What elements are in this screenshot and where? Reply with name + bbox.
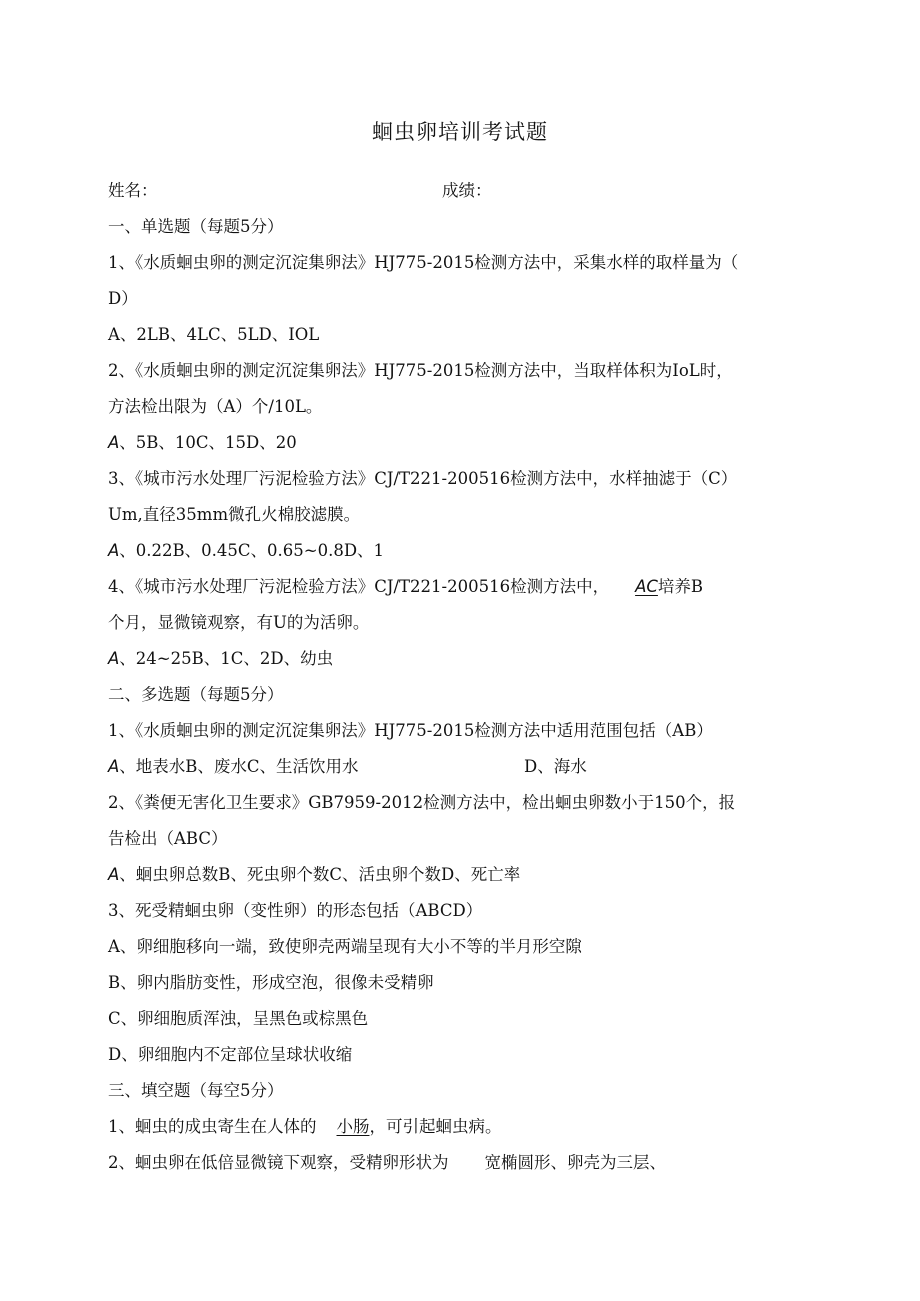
question-1-2-text-cont: 方法检出限为（A）个/10L。 — [108, 397, 323, 416]
question-text: 2、蛔虫卵在低倍显微镜下观察，受精卵形状为 — [108, 1153, 449, 1172]
question-2-2-options — [108, 864, 520, 886]
question-2-1-text: 1、《水质蛔虫卵的测定沉淀集卵法》HJ775-2015检测方法中适用范围包括（AB） — [108, 721, 713, 740]
section-heading-multiple-choice: 二、多选题（每题5分） — [108, 685, 284, 704]
question-1-4-text — [108, 576, 703, 598]
question-2-2-text: 2、《粪便无害化卫生要求》GB7959-2012检测方法中，检出蛔虫卵数小于150个，报 — [108, 793, 736, 812]
option-letter: A — [108, 757, 120, 776]
question-1-3-text: 3、《城市污水处理厂污泥检验方法》CJ/T221-200516检测方法中，水样抽滤于（C） — [108, 469, 738, 488]
score-field — [442, 180, 492, 202]
question-1-4-options — [108, 648, 333, 670]
options-text: 、蛔虫卵总数B、死虫卵个数C、活虫卵个数D、死亡率 — [119, 865, 521, 884]
question-1-1-options: A、2LB、4LC、5LD、IOL — [108, 325, 320, 344]
question-2-3-option-d: D、卵细胞内不定部位呈球状收缩 — [108, 1045, 353, 1064]
page-title: 蛔虫卵培训考试题 — [372, 120, 548, 144]
section-heading-fill-blank: 三、填空题（每空5分） — [108, 1081, 284, 1100]
question-3-1-text — [108, 1116, 502, 1138]
question-1-2-options — [108, 432, 297, 454]
question-text: 1、蛔虫的成虫寄生在人体的 — [108, 1117, 317, 1136]
options-text: 、24~25B、1C、2D、幼虫 — [119, 649, 334, 668]
option-letter: A — [108, 865, 120, 884]
question-1-3-options — [108, 540, 384, 562]
question-1-3-text-cont: Um,直径35mm微孔火棉胶滤膜。 — [108, 505, 361, 524]
filled-answer: AC — [635, 577, 658, 596]
question-2-3-text: 3、死受精蛔虫卵（变性卵）的形态包括（ABCD） — [108, 901, 483, 920]
options-text: 、地表水B、废水C、生活饮用水 — [119, 757, 359, 776]
question-3-2-text — [108, 1152, 666, 1174]
question-text-post: ，可引起蛔虫病。 — [369, 1117, 502, 1136]
question-1-2-text: 2、《水质蛔虫卵的测定沉淀集卵法》HJ775-2015检测方法中，当取样体积为IoL时， — [108, 361, 733, 380]
question-2-2-text-cont: 告检出（ABC） — [108, 829, 228, 848]
option-letter: A — [108, 433, 120, 452]
option-letter: A — [108, 649, 120, 668]
question-text: 4、《城市污水处理厂污泥检验方法》CJ/T221-200516检测方法中， — [108, 577, 610, 596]
question-1-1-answer: D） — [108, 289, 138, 308]
question-text-post: 培养B — [657, 577, 704, 596]
option-letter: A — [108, 541, 120, 560]
question-2-3-option-c: C、卵细胞质浑浊，呈黑色或棕黑色 — [108, 1009, 369, 1028]
question-2-3-option-b: B、卵内脂肪变性，形成空泡，很像未受精卵 — [108, 973, 434, 992]
section-heading-single-choice: 一、单选题（每题5分） — [108, 217, 284, 236]
name-label: 姓名： — [108, 181, 158, 200]
options-text: 、0.22B、0.45C、0.65~0.8D、1 — [119, 541, 385, 560]
question-2-3-option-a: A、卵细胞移向一端，致使卵壳两端呈现有大小不等的半月形空隙 — [108, 937, 582, 956]
question-1-4-text-cont: 个月，显微镜观察，有U的为活卵。 — [108, 613, 370, 632]
options-text: 、5B、10C、15D、20 — [119, 433, 297, 452]
question-1-1-text: 1、《水质蛔虫卵的测定沉淀集卵法》HJ775-2015检测方法中，采集水样的取样量为（ — [108, 253, 739, 272]
filled-answer: 小肠 — [336, 1117, 370, 1136]
question-text-post: 宽椭圆形、卵壳为三层、 — [484, 1153, 666, 1172]
score-label: 成绩： — [442, 181, 492, 200]
name-field — [108, 180, 158, 202]
question-2-1-options — [108, 756, 359, 778]
question-2-1-option-d: D、海水 — [524, 757, 587, 776]
